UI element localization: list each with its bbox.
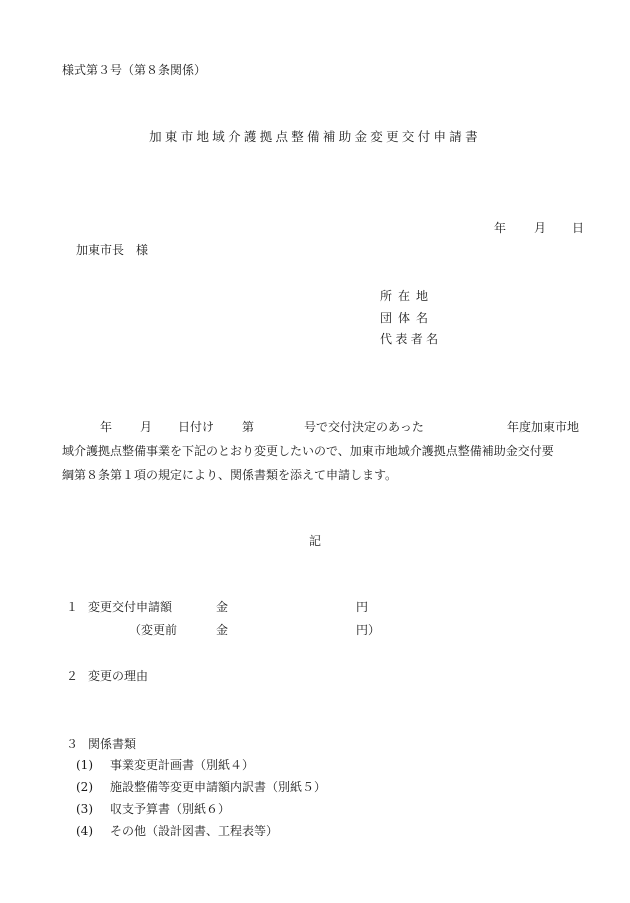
- ki-heading: 記: [308, 534, 321, 548]
- item-2-number: ２: [66, 669, 79, 683]
- doc-3-text: 収支予算書（別紙６）: [110, 802, 231, 816]
- address-label: 所在地: [380, 289, 435, 303]
- body-year: 年: [100, 420, 113, 434]
- item-1-label: 変更交付申請額: [88, 600, 173, 614]
- item-2-label: 変更の理由: [88, 669, 149, 683]
- form-number: 様式第３号（第８条関係）: [62, 63, 207, 77]
- item-1-number: １: [66, 600, 79, 614]
- doc-2-text: 施設整備等変更申請額内訳書（別紙５）: [110, 780, 327, 794]
- body-month: 月: [140, 420, 153, 434]
- doc-4-number: (4): [76, 824, 93, 838]
- organization-label: 団体名: [380, 311, 435, 325]
- date-day-label: 日: [572, 221, 585, 235]
- item-1-before-kin: 金: [216, 623, 229, 637]
- date-year-label: 年: [494, 221, 507, 235]
- item-1-before-label: （変更前: [129, 623, 178, 637]
- page-title: 加東市地域介護拠点整備補助金変更交付申請書: [149, 129, 481, 144]
- doc-1-text: 事業変更計画書（別紙４）: [110, 758, 255, 772]
- item-1-before-yen: 円）: [356, 623, 381, 637]
- doc-4-text: その他（設計図書、工程表等）: [110, 824, 279, 838]
- body-decided: 号で交付決定のあった: [304, 420, 424, 434]
- doc-1-number: (1): [76, 758, 93, 772]
- item-1-yen: 円: [356, 600, 369, 614]
- body-line-2: 域介護拠点整備事業を下記のとおり変更したいので、加東市地域介護拠点整備補助金交付要: [62, 444, 554, 458]
- body-number-prefix: 第: [242, 420, 255, 434]
- addressee: 加東市長 様: [76, 243, 149, 257]
- item-1-kin: 金: [216, 600, 229, 614]
- representative-label: 代表者名: [380, 332, 442, 346]
- doc-3-number: (3): [76, 802, 93, 816]
- body-fiscal: 年度加東市地: [507, 420, 580, 434]
- item-3-number: ３: [66, 737, 79, 751]
- item-3-label: 関係書類: [88, 737, 137, 751]
- date-month-label: 月: [534, 221, 547, 235]
- body-dated: 日付け: [178, 420, 215, 434]
- doc-2-number: (2): [76, 780, 93, 794]
- body-line-3: 綱第８条第１項の規定により、関係書類を添えて申請します。: [62, 468, 398, 482]
